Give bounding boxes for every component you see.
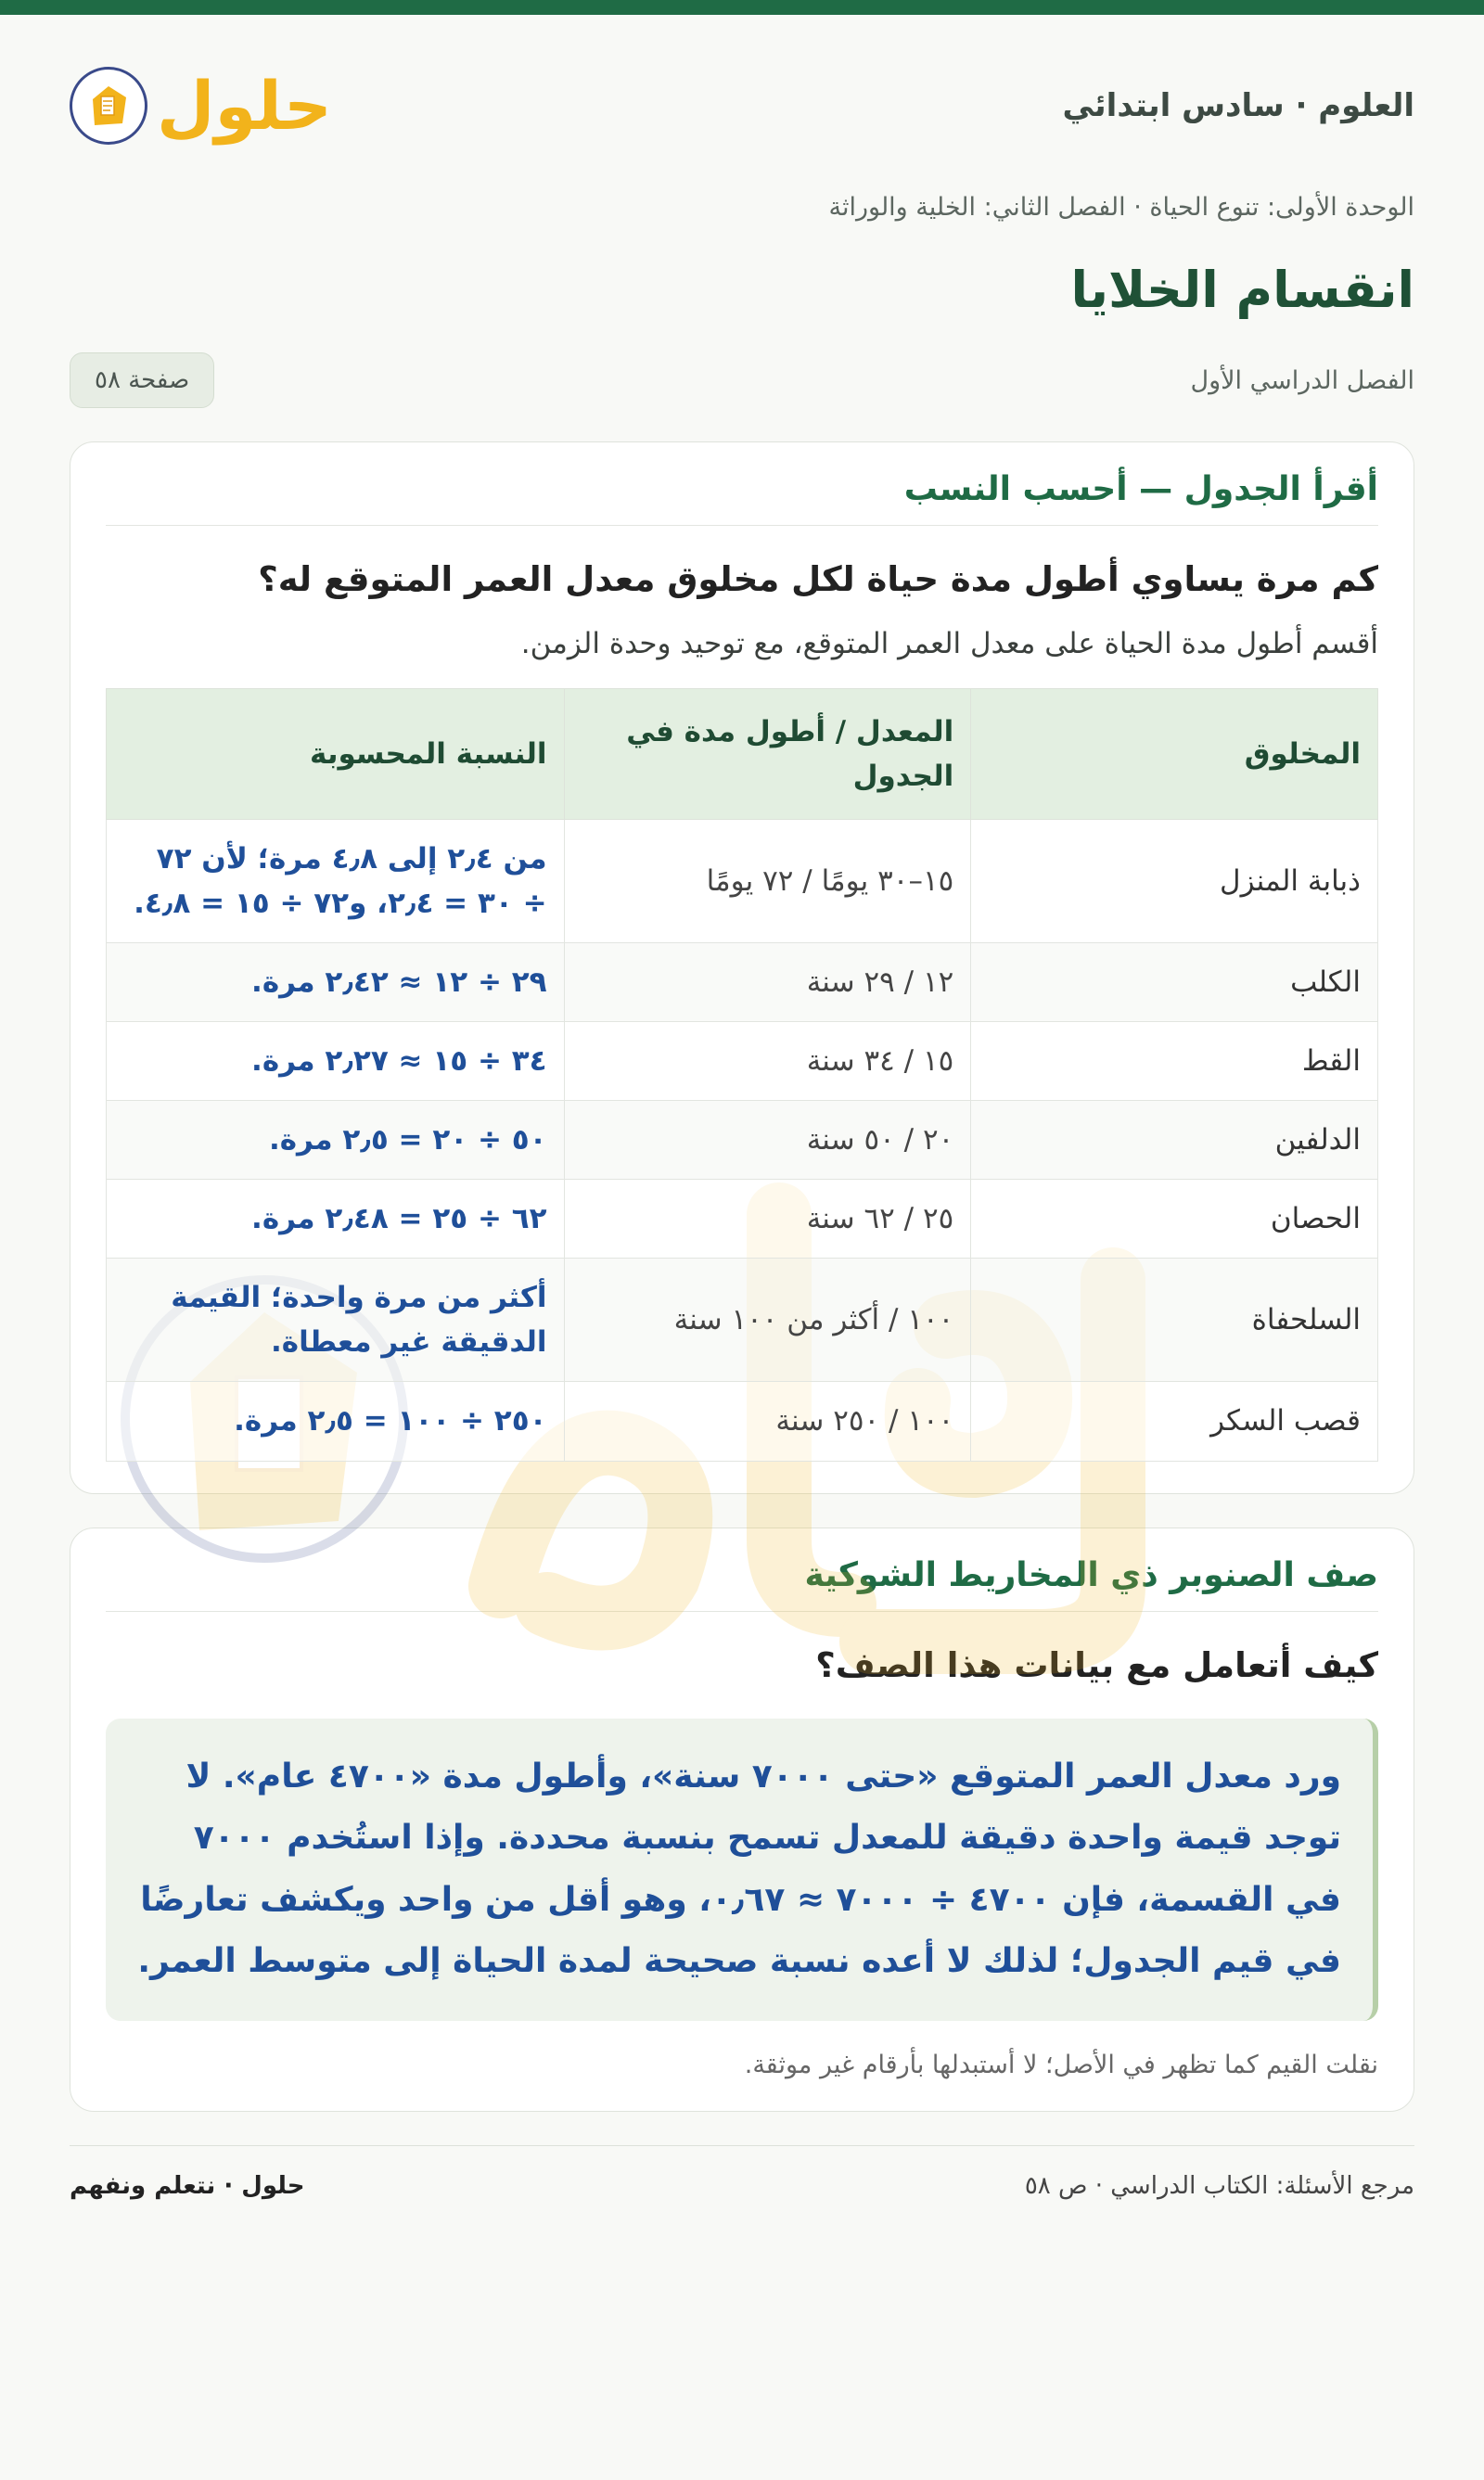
page-footer bbox=[70, 2145, 1414, 2200]
column-header-ratio: النسبة المحسوبة bbox=[107, 689, 565, 820]
book-icon bbox=[70, 67, 147, 145]
ratio-table-card bbox=[70, 441, 1414, 1494]
answer-box: ورد معدل العمر المتوقع «حتى ٧٠٠٠ سنة»، وأطول مدة «٤٧٠٠ عام». لا توجد قيمة واحدة دقيقة للمعدل تسمح بنسبة محددة. وإذا استُخدم ٧٠٠٠ في القسمة، فإن ٤٧٠٠ ÷ ٧٠٠٠ ≈ ٠٫٦٧، وهو أقل من واحد ويكشف تعارضًا في قيم الجدول؛ لذلك لا أعده نسبة صحيحة لمدة الحياة إلى متوسط العمر. bbox=[106, 1719, 1378, 2021]
lifespan-table bbox=[106, 688, 1378, 1462]
subject-label: العلوم · سادس ابتدائي bbox=[1062, 87, 1414, 124]
ratio-cell: من ٢٫٤ إلى ٤٫٨ مرة؛ لأن ٧٢ ÷ ٣٠ = ٢٫٤، و٧٢ ÷ ١٥ = ٤٫٨. bbox=[107, 820, 565, 943]
ratio-cell: ٢٥٠ ÷ ١٠٠ = ٢٫٥ مرة. bbox=[107, 1382, 565, 1461]
table-row bbox=[107, 1180, 1378, 1259]
column-header-organism: المخلوق bbox=[971, 689, 1378, 820]
page-title: انقسام الخلايا bbox=[1070, 261, 1414, 319]
ratio-cell: أكثر من مرة واحدة؛ القيمة الدقيقة غير معطاة. bbox=[107, 1259, 565, 1382]
organism-cell: الكلب bbox=[971, 943, 1378, 1022]
question-text: كيف أتعامل مع بيانات هذا الصف؟ bbox=[815, 1644, 1378, 1685]
site-logo[interactable] bbox=[70, 67, 332, 145]
value-cell: ٢٥ / ٦٢ سنة bbox=[564, 1180, 971, 1259]
table-row bbox=[107, 1022, 1378, 1101]
source-note: نقلت القيم كما تظهر في الأصل؛ لا أستبدلها بأرقام غير موثقة. bbox=[744, 2050, 1378, 2079]
table-row bbox=[107, 1382, 1378, 1461]
logo-wordmark: حلول bbox=[157, 67, 332, 145]
question-text: كم مرة يساوي أطول مدة حياة لكل مخلوق معدل العمر المتوقع له؟ bbox=[258, 559, 1378, 599]
hint-text: أقسم أطول مدة الحياة على معدل العمر المتوقع، مع توحيد وحدة الزمن. bbox=[520, 627, 1378, 660]
organism-cell: قصب السكر bbox=[971, 1382, 1378, 1461]
table-row bbox=[107, 943, 1378, 1022]
ratio-cell: ٣٤ ÷ ١٥ ≈ ٢٫٢٧ مرة. bbox=[107, 1022, 565, 1101]
value-cell: ١٥ / ٣٤ سنة bbox=[564, 1022, 971, 1101]
value-cell: ٢٠ / ٥٠ سنة bbox=[564, 1101, 971, 1180]
page-content bbox=[0, 15, 1484, 2200]
ratio-cell: ٦٢ ÷ ٢٥ = ٢٫٤٨ مرة. bbox=[107, 1180, 565, 1259]
value-cell: ١٢ / ٢٩ سنة bbox=[564, 943, 971, 1022]
breadcrumb: الوحدة الأولى: تنوع الحياة · الفصل الثاني: الخلية والوراثة bbox=[828, 193, 1414, 222]
value-cell: ١٠٠ / ٢٥٠ سنة bbox=[564, 1382, 971, 1461]
ratio-cell: ٥٠ ÷ ٢٠ = ٢٫٥ مرة. bbox=[107, 1101, 565, 1180]
organism-cell: الدلفين bbox=[971, 1101, 1378, 1180]
top-accent-bar bbox=[0, 0, 1484, 15]
table-row bbox=[107, 820, 1378, 943]
semester-label: الفصل الدراسي الأول bbox=[1190, 365, 1414, 395]
table-row bbox=[107, 1259, 1378, 1382]
organism-cell: السلحفاة bbox=[971, 1259, 1378, 1382]
column-header-values: المعدل / أطول مدة في الجدول bbox=[564, 689, 971, 820]
card-title: صف الصنوبر ذي المخاريط الشوكية bbox=[106, 1556, 1378, 1612]
meta-row bbox=[70, 352, 1414, 408]
footer-reference: مرجع الأسئلة: الكتاب الدراسي · ص ٥٨ bbox=[1024, 2171, 1414, 2200]
organism-cell: القط bbox=[971, 1022, 1378, 1101]
value-cell: ١٥–٣٠ يومًا / ٧٢ يومًا bbox=[564, 820, 971, 943]
value-cell: ١٠٠ / أكثر من ١٠٠ سنة bbox=[564, 1259, 971, 1382]
organism-cell: ذبابة المنزل bbox=[971, 820, 1378, 943]
table-row bbox=[107, 1101, 1378, 1180]
page-header bbox=[70, 15, 1414, 197]
page-number-badge: صفحة ٥٨ bbox=[70, 352, 214, 408]
organism-cell: الحصان bbox=[971, 1180, 1378, 1259]
card-title: أقرأ الجدول — أحسب النسب bbox=[106, 470, 1378, 526]
pine-row-card bbox=[70, 1528, 1414, 2112]
footer-brand: حلول · نتعلم ونفهم bbox=[70, 2171, 305, 2200]
ratio-cell: ٢٩ ÷ ١٢ ≈ ٢٫٤٢ مرة. bbox=[107, 943, 565, 1022]
table-header-row bbox=[107, 689, 1378, 820]
